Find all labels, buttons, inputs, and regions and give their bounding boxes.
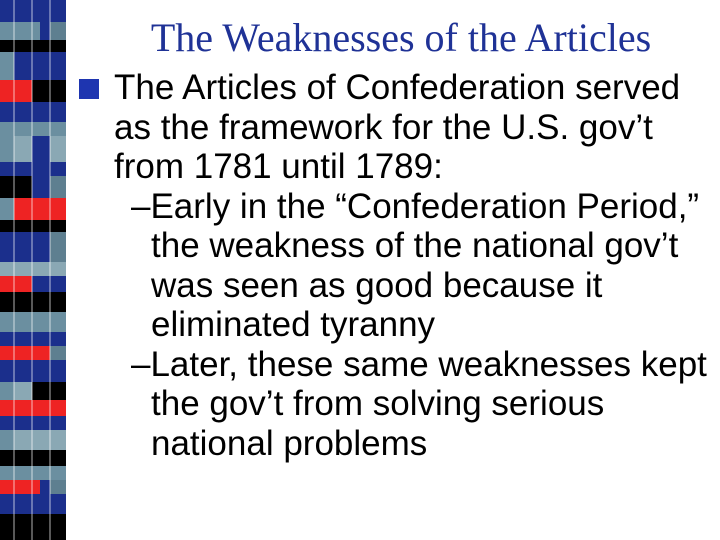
decorative-stripe-bar	[0, 0, 66, 540]
main-bullet	[76, 68, 716, 187]
slide-title: The Weaknesses of the Articles	[150, 15, 652, 60]
sub-bullet-later: –Later, these same weaknesses kept the gov’t from solving serious national problems	[131, 344, 707, 463]
stripe-pattern-graphic	[0, 0, 66, 540]
slide-body	[76, 68, 716, 463]
main-bullet-text: The Articles of Confederation served as the framework for the U.S. gov’t from 1781 until 1789:	[114, 68, 681, 186]
sub-bullet-early: –Early in the “Confederation Period,” the weakness of the national gov’t was seen as good because it eliminated tyranny	[131, 186, 700, 344]
square-bullet-icon	[79, 79, 99, 99]
